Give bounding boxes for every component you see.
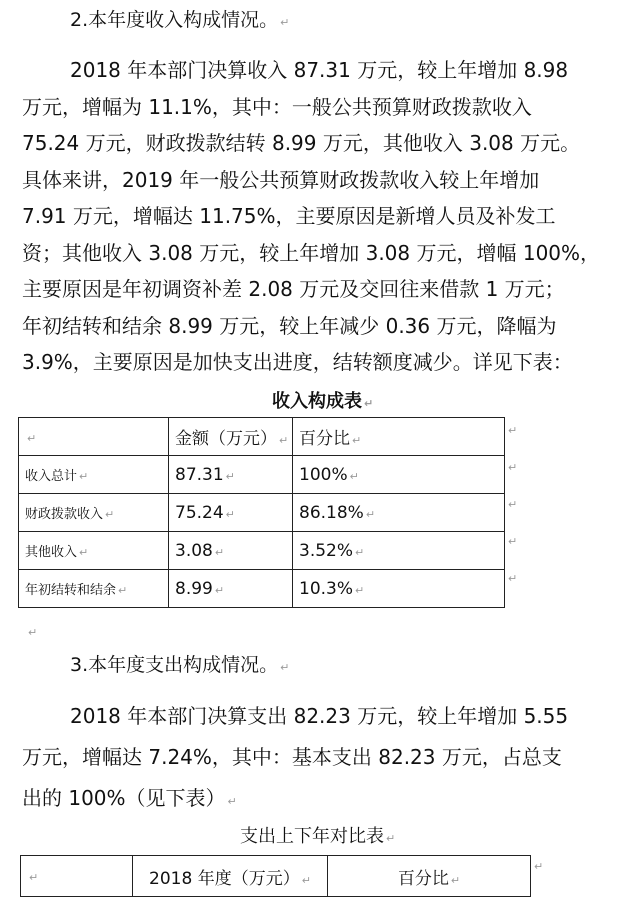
table-cell: 3.52% ↵ [293,532,505,570]
income-table [18,417,505,608]
header-cell [21,856,133,897]
paragraph-mark: ↵ [386,832,396,845]
cell-mark: ↵ [214,545,225,559]
table-cell: 75.24 ↵ [169,494,293,532]
paragraph-mark: ↵ [28,626,38,639]
cell-mark: ↵ [79,470,89,483]
paragraph-line: 2018 年本部门决算支出 82.23 万元，较上年增加 5.55 [70,704,569,728]
section2-heading: 2.本年度收入构成情况。 ↵ [70,9,290,31]
table-cell: 年初结转和结余 ↵ [19,570,169,608]
cell-mark: ↵ [450,873,461,887]
paragraph-mark: ↵ [280,661,290,674]
table-cell: 收入总计 ↵ [19,456,169,494]
paragraph-line: 万元，增幅为 11.1%，其中：一般公共预算财政拨款收入 [22,94,532,119]
cell-mark: ↵ [355,545,365,559]
row-end-mark: ↵ [508,535,518,548]
cell-mark: ↵ [355,583,365,597]
table-cell: 87.31 ↵ [169,456,293,494]
table-cell: 86.18% ↵ [293,494,505,532]
cell-mark: ↵ [349,469,359,483]
row-end-mark: ↵ [508,424,518,437]
table-row [19,532,505,570]
cell-mark: ↵ [27,431,37,445]
cell-mark: ↵ [352,434,362,447]
table-header-row [21,856,531,897]
row-end-mark: ↵ [508,498,518,511]
cell-mark: ↵ [365,507,376,521]
table-cell: 其他收入 ↵ [19,532,169,570]
cell-mark: ↵ [279,434,289,447]
expense-table [20,855,531,897]
table-cell: 8.99 ↵ [169,570,293,608]
paragraph-line: 75.24 万元，财政拨款结转 8.99 万元，其他收入 3.08 万元。 [22,131,581,155]
cell-mark: ↵ [118,584,128,597]
table-cell: 财政拨款收入 ↵ [19,494,169,532]
table-header-row [19,418,505,456]
cell-mark: ↵ [301,873,311,887]
paragraph-mark: ↵ [280,16,290,29]
table-cell: 10.3% ↵ [293,570,505,608]
paragraph-line: 7.91 万元，增幅达 11.75%，主要原因是新增人员及补发工 [22,204,556,228]
row-end-mark: ↵ [508,461,518,474]
paragraph-line: 具体来讲，2019 年一般公共预算财政拨款收入较上年增加 [22,167,540,192]
paragraph-line: 3.9%，主要原因是加快支出进度，结转额度减少。详见下表： [22,350,573,374]
cell-mark: ↵ [225,469,235,483]
cell-mark: ↵ [105,508,115,521]
paragraph-line: 2018 年本部门决算收入 87.31 万元，较上年增加 8.98 [70,58,569,82]
cell-mark: ↵ [225,507,235,521]
header-cell: 金额（万元） ↵ [169,418,293,456]
expense-table-caption: 支出上下年对比表 ↵ [240,826,396,847]
row-end-mark: ↵ [508,572,518,585]
header-cell [19,418,169,456]
section2-paragraph [22,52,602,381]
paragraph-line: 资；其他收入 3.08 万元，较上年增加 3.08 万元，增幅 100%， [22,240,601,265]
cell-mark: ↵ [29,871,39,884]
table-cell: 3.08 ↵ [169,532,293,570]
cell-mark: ↵ [79,546,89,559]
table-row [19,456,505,494]
paragraph-line: 万元，增幅达 7.24%，其中：基本支出 82.23 万元，占总支 [22,745,562,769]
paragraph-mark: ↵ [364,397,374,410]
section3-paragraph [22,696,602,822]
table-row [19,570,505,608]
income-table-caption: 收入构成表 ↵ [272,391,374,412]
cell-mark: ↵ [214,583,225,597]
header-cell: 百分比 ↵ [328,856,531,897]
table-row [19,494,505,532]
paragraph-line: 出的 100%（见下表） ↵ [22,786,237,810]
paragraph-mark: ↵ [227,795,237,808]
table-cell: 100% ↵ [293,456,505,494]
row-end-mark: ↵ [534,860,544,873]
paragraph-line: 主要原因是年初调资补差 2.08 万元及交回往来借款 1 万元； [22,277,565,301]
header-cell: 百分比 ↵ [293,418,505,456]
section3-heading: 3.本年度支出构成情况。 ↵ [70,654,290,676]
paragraph-line: 年初结转和结余 8.99 万元，较上年减少 0.36 万元，降幅为 [22,313,557,338]
header-cell: 2018 年度（万元） ↵ [133,856,328,897]
